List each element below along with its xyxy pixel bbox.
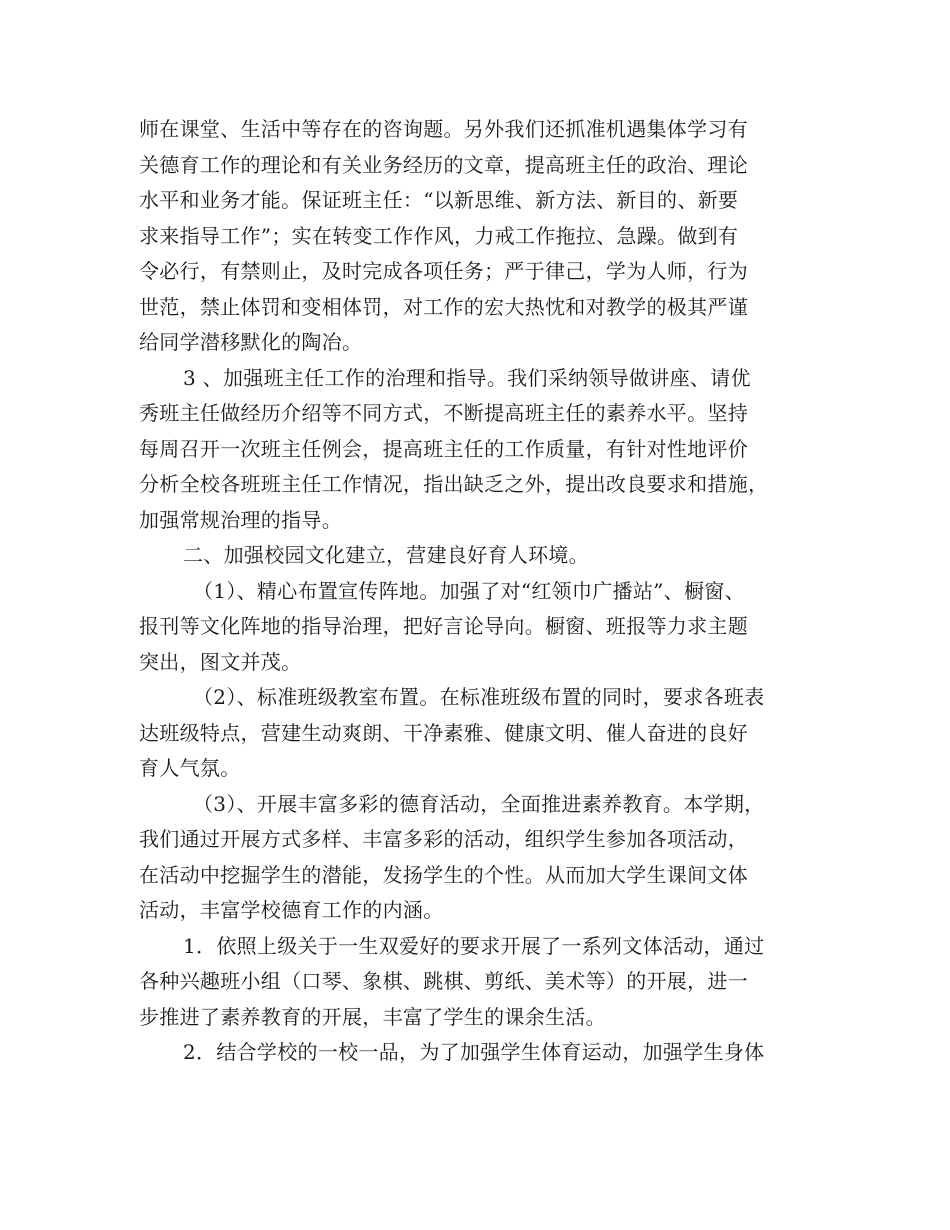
text-line: 每周召开一次班主任例会，提高班主任的工作质量，有针对性地评价 <box>139 436 748 461</box>
text-line: 水平和业务才能。保证班主任：“以新思维、新方法、新目的、新要 <box>139 188 739 212</box>
text-line: （2）、标准班级教室布置。在标准班级布置的同时，要求各班表 <box>193 685 765 709</box>
text-line: 秀班主任做经历介绍等不同方式，不断提高班主任的素养水平。坚持 <box>139 401 748 425</box>
text-line: 令必行，有禁则止，及时完成各项任务；严于律己，学为人师，行为 <box>139 259 748 283</box>
text-line: 各种兴趣班小组（口琴、象棋、跳棋、剪纸、美术等）的开展，进一 <box>139 969 748 993</box>
text-line: （3）、开展丰富多彩的德育活动，全面推进素养教育。本学期， <box>193 791 765 816</box>
text-line: 突出，图文并茂。 <box>139 649 302 674</box>
text-line: 师在课堂、生活中等存在的咨询题。另外我们还抓准机遇集体学习有 <box>139 117 748 141</box>
document-body <box>139 112 819 1071</box>
text-line: （1）、精心布置宣传阵地。加强了对“红领巾广播站”、橱窗、 <box>193 578 745 603</box>
text-line: 活动，丰富学校德育工作的内涵。 <box>139 898 444 922</box>
text-line: 关德育工作的理论和有关业务经历的文章，提高班主任的政治、理论 <box>139 152 748 177</box>
text-line: 在活动中挖掘学生的潜能，发扬学生的个性。从而加大学生课间文体 <box>139 862 748 887</box>
section-heading: 二、加强校园文化建立，营建良好育人环境。 <box>183 543 589 567</box>
text-line: 给同学潜移默化的陶冶。 <box>139 330 363 354</box>
text-line: 1．依照上级关于一生双爱好的要求开展了一系列文体活动，通过 <box>183 933 765 958</box>
text-line: 报刊等文化阵地的指导治理，把好言论导向。橱窗、班报等力求主题 <box>139 614 748 638</box>
text-line: 3 、加强班主任工作的治理和指导。我们采纳领导做讲座、请优 <box>183 365 751 390</box>
text-line: 世范，禁止体罚和变相体罚，对工作的宏大热忱和对教学的极其严谨 <box>139 294 748 319</box>
text-line: 加强常规治理的指导。 <box>139 507 342 532</box>
text-line: 我们通过开展方式多样、丰富多彩的活动，组织学生参加各项活动， <box>139 827 748 851</box>
text-line: 步推进了素养教育的开展，丰富了学生的课余生活。 <box>139 1004 606 1029</box>
text-line: 求来指导工作”；实在转变工作作风，力戒工作拖拉、急躁。做到有 <box>139 223 739 248</box>
text-line: 达班级特点，营建生动爽朗、干净素雅、健康文明、催人奋进的良好 <box>139 720 748 745</box>
text-line: 2．结合学校的一校一品，为了加强学生体育运动，加强学生身体 <box>183 1040 765 1064</box>
text-line: 育人气氛。 <box>139 756 241 780</box>
text-line: 分析全校各班班主任工作情况，指出缺乏之外，提出改良要求和措施， <box>139 472 769 496</box>
